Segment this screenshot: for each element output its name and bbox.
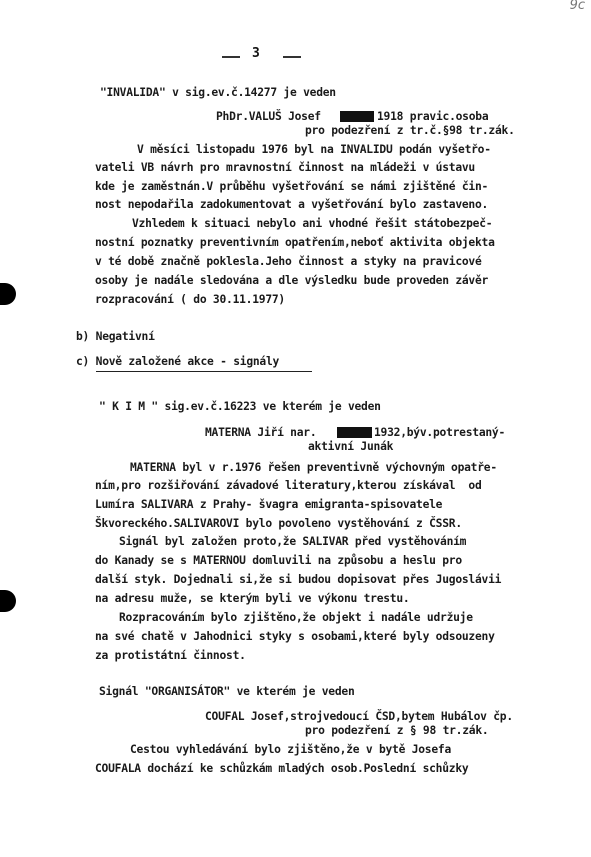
kim-heading: " K I M " sig.ev.č.16223 ve kterém je veden (99, 400, 381, 413)
punch-hole-top (0, 283, 16, 305)
organisator-body-line: Cestou vyhledávání bylo zjištěno,že v bytě Josefa (130, 743, 452, 756)
kim-body-line: do Kanady se s MATERNOU domluvili na způsobu a heslu pro (95, 554, 462, 567)
organisator-heading: Signál "ORGANISÁTOR" ve kterém je veden (99, 685, 355, 698)
invalida-body-line: V měsíci listopadu 1976 byl na INVALIDU podán vyšetřo- (137, 143, 491, 156)
invalida-suspicion: pro podezření z tr.č.§98 tr.zák. (305, 124, 515, 137)
punch-hole-bottom (0, 590, 16, 612)
item-c-underline (96, 371, 312, 372)
corner-mark: 9c (569, 0, 585, 13)
item-c: c) Nově založené akce - signály (76, 355, 280, 368)
page-number: 3 (252, 46, 260, 61)
kim-body-line: Rozpracováním bylo zjištěno,že objekt i nadále udržuje (119, 611, 473, 624)
redaction-block (340, 111, 374, 122)
invalida-body-line: nostní poznatky preventivním opatřením,neboť aktivita objekta (95, 236, 495, 249)
kim-person-details: 1932,býv.potrestaný- (374, 426, 506, 439)
kim-body-line: MATERNA byl v r.1976 řešen preventivně výchovným opatře- (130, 461, 497, 474)
kim-body-line: Signál byl založen proto,že SALIVAR před vystěhováním (119, 535, 467, 548)
invalida-body-line: nost nepodařila zadokumentovat a vyšetřování bylo zastaveno. (95, 198, 489, 211)
kim-body-line: na adresu muže, se kterým byli ve výkonu trestu. (95, 592, 410, 605)
kim-body-line: Lumíra SALIVARA z Prahy- švagra emigranta-spisovatele (95, 498, 443, 511)
page-number-dash-right (283, 56, 301, 58)
invalida-body-line: osoby je nadále sledována a dle výsledku bude proveden závěr (95, 274, 489, 287)
organisator-person: COUFAL Josef,strojvedoucí ČSD,bytem Hubálov čp. (205, 710, 513, 723)
invalida-person-name: PhDr.VALUŠ Josef (216, 110, 321, 123)
invalida-body-line: v té době značně poklesla.Jeho činnost a styky na pravicové (95, 255, 482, 268)
organisator-body-line: COUFALA dochází ke schůzkám mladých osob.Poslední schůzky (95, 762, 469, 775)
kim-body-line: na své chatě v Jahodnici styky s osobami,které byly odsouzeny (95, 630, 495, 643)
invalida-body-line: rozpracování ( do 30.11.1977) (95, 293, 285, 306)
invalida-body-line: Vzhledem k situaci nebylo ani vhodné řešit státobezpeč- (132, 217, 493, 230)
invalida-person-details: 1918 pravic.osoba (377, 110, 489, 123)
kim-body-line: za protistátní činnost. (95, 649, 246, 662)
kim-body-line: další styk. Dojednali si,že si budou dopisovat přes Jugoslávii (95, 573, 502, 586)
invalida-body-line: kde je zaměstnán.V průběhu vyšetřování se námi zjištěné čin- (95, 180, 489, 193)
redaction-block (337, 427, 372, 438)
kim-body-line: Škvoreckého.SALIVAROVI bylo povoleno vystěhování z ČSSR. (95, 517, 462, 530)
organisator-suspicion: pro podezření z § 98 tr.zák. (305, 724, 489, 737)
invalida-heading: "INVALIDA" v sig.ev.č.14277 je veden (100, 86, 336, 99)
kim-person-name: MATERNA Jiří nar. (205, 426, 317, 439)
kim-body-line: ním,pro rozšiřování závadové literatury,kterou získával od (95, 479, 482, 492)
invalida-body-line: vateli VB návrh pro mravnostní činnost na mládeži v ústavu (95, 161, 475, 174)
kim-person-status: aktivní Junák (308, 440, 394, 453)
item-b: b) Negativní (76, 330, 155, 343)
page-number-dash-left (222, 56, 240, 58)
